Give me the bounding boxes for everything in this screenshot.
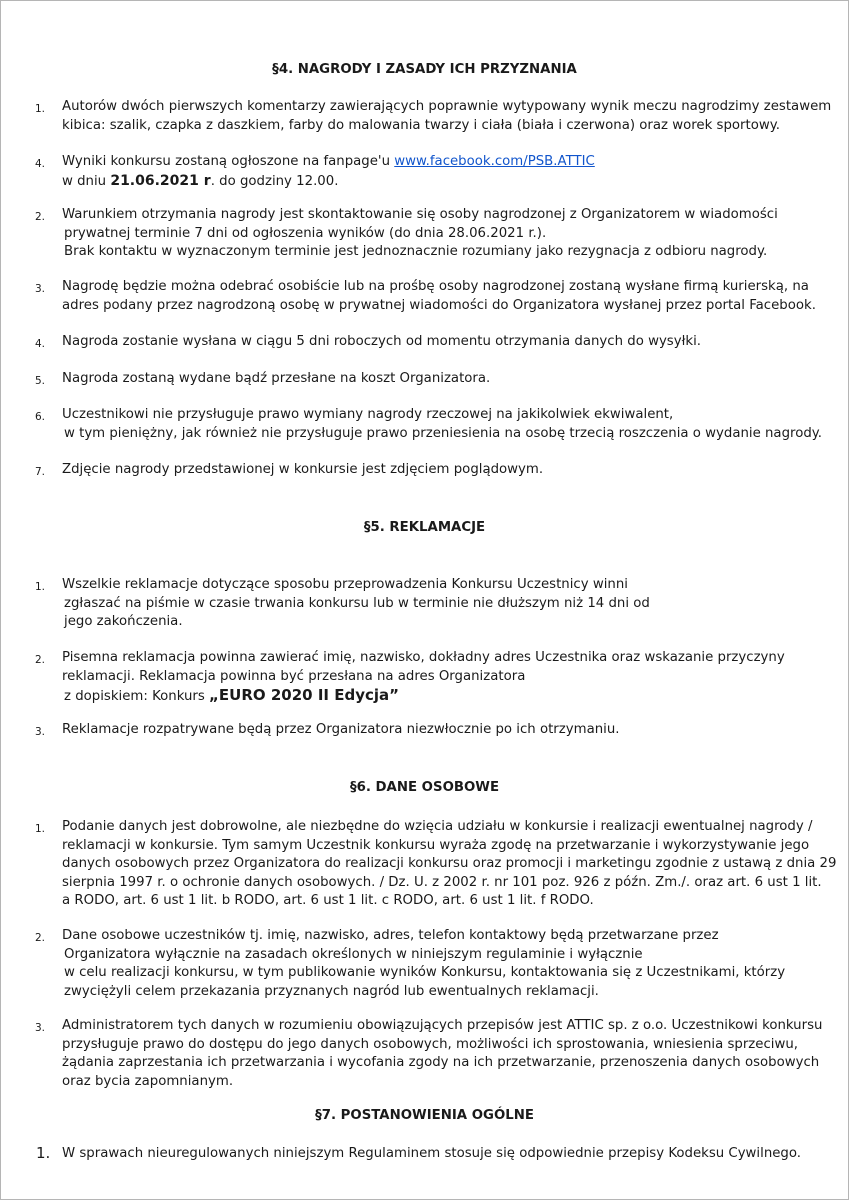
item-text: [62, 98, 832, 135]
item-number: 1.: [35, 103, 46, 115]
text-line: oraz bycia zapomnianym.: [62, 1073, 234, 1089]
item-text: [62, 1145, 832, 1164]
item-text: [62, 721, 832, 740]
item-number: 3.: [35, 726, 46, 738]
text-line: przysługuje prawo do dostępu do jego danych osobowych, możliwości ich sprostowania, wniesienia sprzeciwu,: [62, 1036, 798, 1052]
text-line: a RODO, art. 6 ust 1 lit. b RODO, art. 6 ust 1 lit. c RODO, art. 6 ust 1 lit. f RODO.: [62, 893, 594, 908]
text-line: w celu realizacji konkursu, w tym publikowanie wyników Konkursu, kontaktowania się z Uczestnikami, którzy: [64, 965, 786, 980]
text-line: reklamacji w konkursie. Tym samym Uczestnik konkursu wyraża zgodę na przetwarzanie i wykorzystywanie jego: [62, 837, 810, 853]
item-text: [62, 370, 832, 389]
text-line: Nagrodę będzie można odebrać osobiście lub na prośbę osoby nagrodzonej zostaną wysłane firmą kurierską, na: [62, 279, 809, 294]
text-line: prywatnej terminie 7 dni od ogłoszenia wyników (do dnia 28.06.2021 r.).: [64, 225, 547, 241]
text-line: zgłaszać na piśmie w czasie trwania konkursu lub w terminie nie dłuższym niż 14 dni od: [64, 595, 650, 611]
text-line: Reklamacje rozpatrywane będą przez Organizatora niezwłocznie po ich otrzymaniu.: [62, 722, 620, 737]
section-6-heading: §6. DANE OSOBOWE: [349, 780, 500, 795]
text-line: żądania zaprzestania ich przetwarzania i wycofania zgody na ich przetwarzanie, przenoszenia danych osobowych: [62, 1055, 820, 1070]
text-line: Uczestnikowi nie przysługuje prawo wymiany nagrody rzeczowej na jakikolwiek ekwiwalent,: [62, 407, 674, 422]
section-5-heading: §5. REKLAMACJE: [363, 520, 486, 535]
text-line: Administratorem tych danych w rozumieniu obowiązujących przepisów jest ATTIC sp. z o.o. Uczestnikowi konkursu: [62, 1018, 823, 1033]
text-line: Podanie danych jest dobrowolne, ale niezbędne do wzięcia udziału w konkursie i realizacji ewentualnej nagrody /: [62, 819, 813, 834]
item-text: [62, 1017, 832, 1091]
text-line: Wszelkie reklamacje dotyczące sposobu przeprowadzenia Konkursu Uczestnicy winni: [62, 577, 628, 592]
item-number: 3.: [35, 1022, 46, 1034]
item-number: 6.: [35, 411, 46, 423]
item-text: [62, 576, 832, 632]
section-7-heading: §7. POSTANOWIENIA OGÓLNE: [315, 1108, 534, 1123]
item-number: 2.: [35, 654, 46, 666]
item-text: [62, 461, 832, 480]
results-date: 21.06.2021 r: [110, 172, 211, 189]
item-number: 7.: [35, 466, 46, 478]
text-fragment: . do godziny 12.00.: [210, 173, 339, 189]
text-line: Nagroda zostaną wydane bądź przesłane na koszt Organizatora.: [62, 371, 491, 386]
item-number: 3.: [35, 283, 46, 295]
text-line: Nagroda zostanie wysłana w ciągu 5 dni roboczych od momentu otrzymania danych do wysyłki.: [62, 334, 702, 349]
text-line: Brak kontaktu w wyznaczonym terminie jest jednoznacznie rozumiany jako rezygnacja z odbioru nagrody.: [64, 244, 768, 259]
text-line: zwyciężyli celem przekazania przyznanych nagród lub ewentualnych reklamacji.: [64, 983, 599, 999]
text-line: adres podany przez nagrodzoną osobę w prywatnej wiadomości do Organizatora wysłanej przez portal Facebook.: [62, 297, 816, 313]
section-4-heading: §4. NAGRODY I ZASADY ICH PRZYZNANIA: [272, 62, 577, 77]
text-fragment: w dniu: [62, 173, 111, 189]
text-fragment: Wyniki konkursu zostaną ogłoszone na fanpage'u: [62, 154, 395, 169]
item-text: [62, 818, 837, 911]
item-number: 4.: [35, 158, 46, 170]
item-text: [62, 333, 832, 352]
text-fragment: z dopiskiem: Konkurs: [64, 689, 210, 704]
text-line: W sprawach nieuregulowanych niniejszym Regulaminem stosuje się odpowiednie przepisy Kodeksu Cywilnego.: [62, 1146, 802, 1161]
item-text: [62, 927, 832, 1001]
item-number: 1.: [35, 581, 46, 593]
text-line: Pisemna reklamacja powinna zawierać imię, nazwisko, dokładny adres Uczestnika oraz wskazanie przyczyny: [62, 650, 785, 665]
text-line: [62, 686, 832, 707]
item-number: 1.: [36, 1144, 51, 1162]
text-line: [62, 172, 832, 192]
item-number: 5.: [35, 375, 46, 387]
item-number: 4.: [35, 338, 46, 350]
text-line: w tym pieniężny, jak również nie przysługuje prawo przeniesienia na osobę trzecią roszczenia o wydanie nagrody.: [64, 425, 822, 441]
item-text: [62, 153, 832, 191]
item-number: 2.: [35, 932, 46, 944]
item-text: [62, 406, 832, 443]
item-number: 1.: [35, 823, 46, 835]
text-line: reklamacji. Reklamacja powinna być przesłana na adres Organizatora: [62, 668, 526, 684]
text-line: Zdjęcie nagrody przedstawionej w konkursie jest zdjęciem poglądowym.: [62, 462, 544, 477]
text-line: [62, 153, 832, 172]
text-line: Warunkiem otrzymania nagrody jest skontaktowanie się osoby nagrodzonej z Organizatorem w wiadomości: [62, 207, 778, 222]
text-line: Organizatora wyłącznie na zasadach określonych w niniejszym regulaminie i wyłącznie: [64, 946, 643, 962]
text-line: sierpnia 1997 r. o ochronie danych osobowych. / Dz. U. z 2002 r. nr 101 poz. 926 z późn. Zm./. oraz art. 6 ust 1 lit.: [62, 874, 822, 890]
item-text: [62, 206, 832, 262]
text-line: Dane osobowe uczestników tj. imię, nazwisko, adres, telefon kontaktowy będą przetwarzane przez: [62, 928, 719, 943]
facebook-link[interactable]: www.facebook.com/PSB.ATTIC: [394, 154, 595, 169]
item-text: [62, 278, 832, 315]
text-line: kibica: szalik, czapka z daszkiem, farby do malowania twarzy i ciała (biała i czerwona) oraz worek sportowy.: [62, 117, 780, 133]
item-number: 2.: [35, 211, 46, 223]
contest-name: „EURO 2020 II Edycja”: [209, 686, 399, 704]
item-text: [62, 649, 832, 707]
text-line: jego zakończenia.: [64, 614, 183, 629]
text-line: danych osobowych przez Organizatora do realizacji konkursu oraz promocji i marketingu zgodnie z ustawą z dnia 29: [62, 856, 837, 871]
text-line: Autorów dwóch pierwszych komentarzy zawierających poprawnie wytypowany wynik meczu nagrodzimy zestawem: [62, 99, 832, 114]
